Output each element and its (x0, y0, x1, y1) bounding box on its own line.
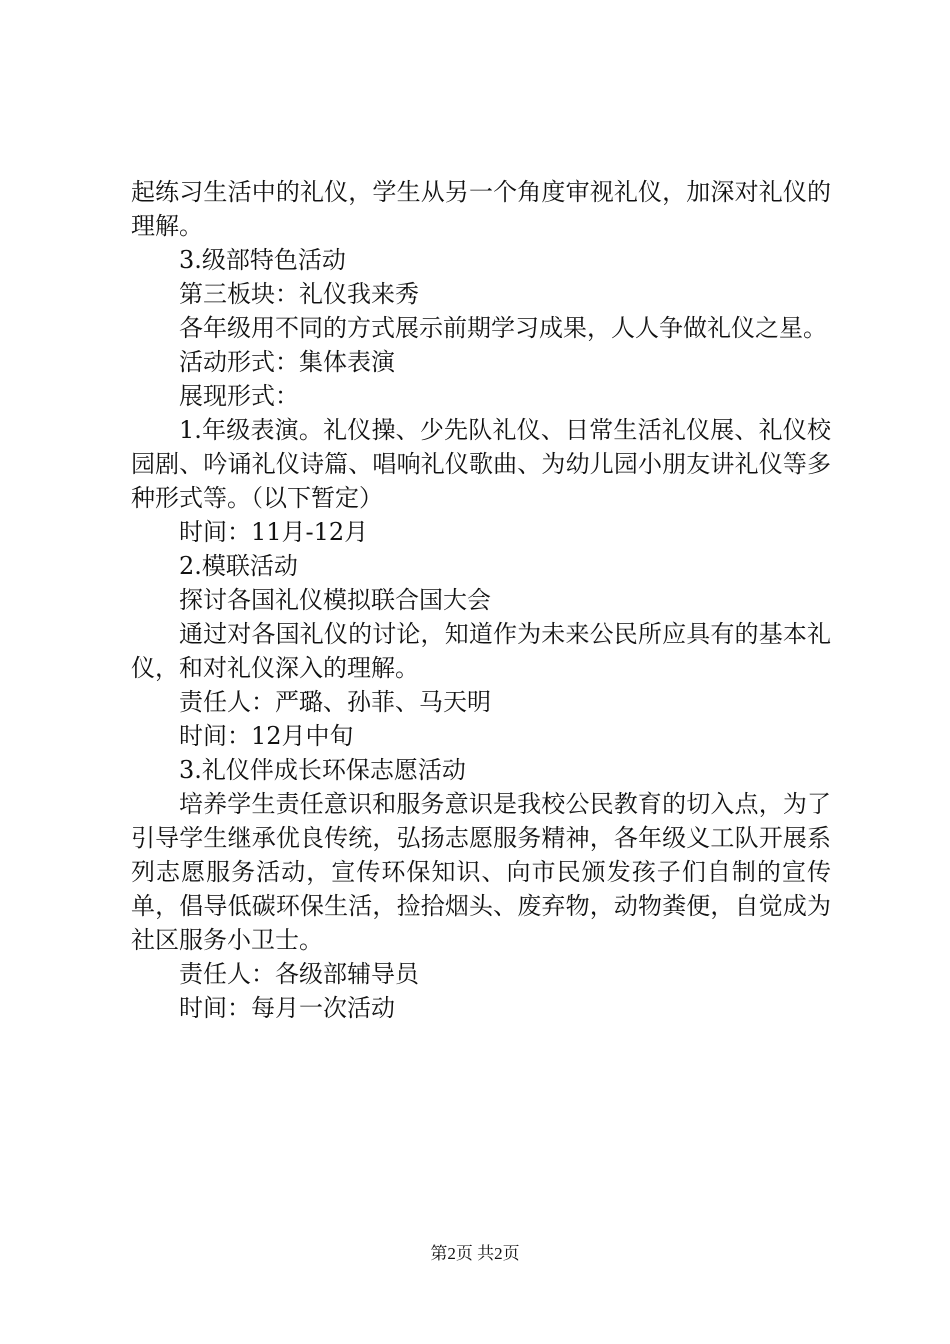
paragraph-section-three-intro: 各年级用不同的方式展示前期学习成果，人人争做礼仪之星。 (179, 314, 827, 342)
display-form-label: 展现形式： (179, 382, 299, 410)
heading-model-un: 2.模联活动 (179, 552, 298, 580)
time-performance: 时间：11月-12月 (179, 518, 369, 546)
paragraph-grade-performance: 1.年级表演。礼仪操、少先队礼仪、日常生活礼仪展、礼仪校园剧、吟诵礼仪诗篇、唱响礼仪歌曲、为幼儿园小朋友讲礼仪等多种形式等。（以下暂定） (131, 416, 831, 512)
heading-volunteer: 3.礼仪伴成长环保志愿活动 (179, 756, 466, 784)
page-number-footer: 第2页 共2页 (430, 1244, 520, 1263)
activity-form: 活动形式：集体表演 (179, 348, 395, 376)
heading-section-three: 第三板块：礼仪我来秀 (179, 280, 419, 308)
heading-grade-activities: 3.级部特色活动 (179, 246, 346, 274)
paragraph-volunteer: 培养学生责任意识和服务意识是我校公民教育的切入点，为了引导学生继承优良传统，弘扬志愿服务精神，各年级义工队开展系列志愿服务活动，宣传环保知识、向市民颁发孩子们自制的宣传单，倡导低碳环保生活，捡拾烟头、废弃物，动物粪便，自觉成为社区服务小卫士。 (131, 790, 831, 954)
paragraph-continuation: 起练习生活中的礼仪，学生从另一个角度审视礼仪，加深对礼仪的理解。 (131, 178, 831, 240)
time-volunteer: 时间：每月一次活动 (179, 994, 395, 1022)
responsible-model-un: 责任人：严璐、孙菲、马天明 (179, 688, 491, 716)
responsible-volunteer: 责任人：各级部辅导员 (179, 960, 419, 988)
model-un-title: 探讨各国礼仪模拟联合国大会 (179, 586, 491, 614)
document-body (131, 175, 831, 1025)
time-model-un: 时间：12月中旬 (179, 722, 354, 750)
paragraph-model-un: 通过对各国礼仪的讨论，知道作为未来公民所应具有的基本礼仪，和对礼仪深入的理解。 (131, 620, 831, 682)
